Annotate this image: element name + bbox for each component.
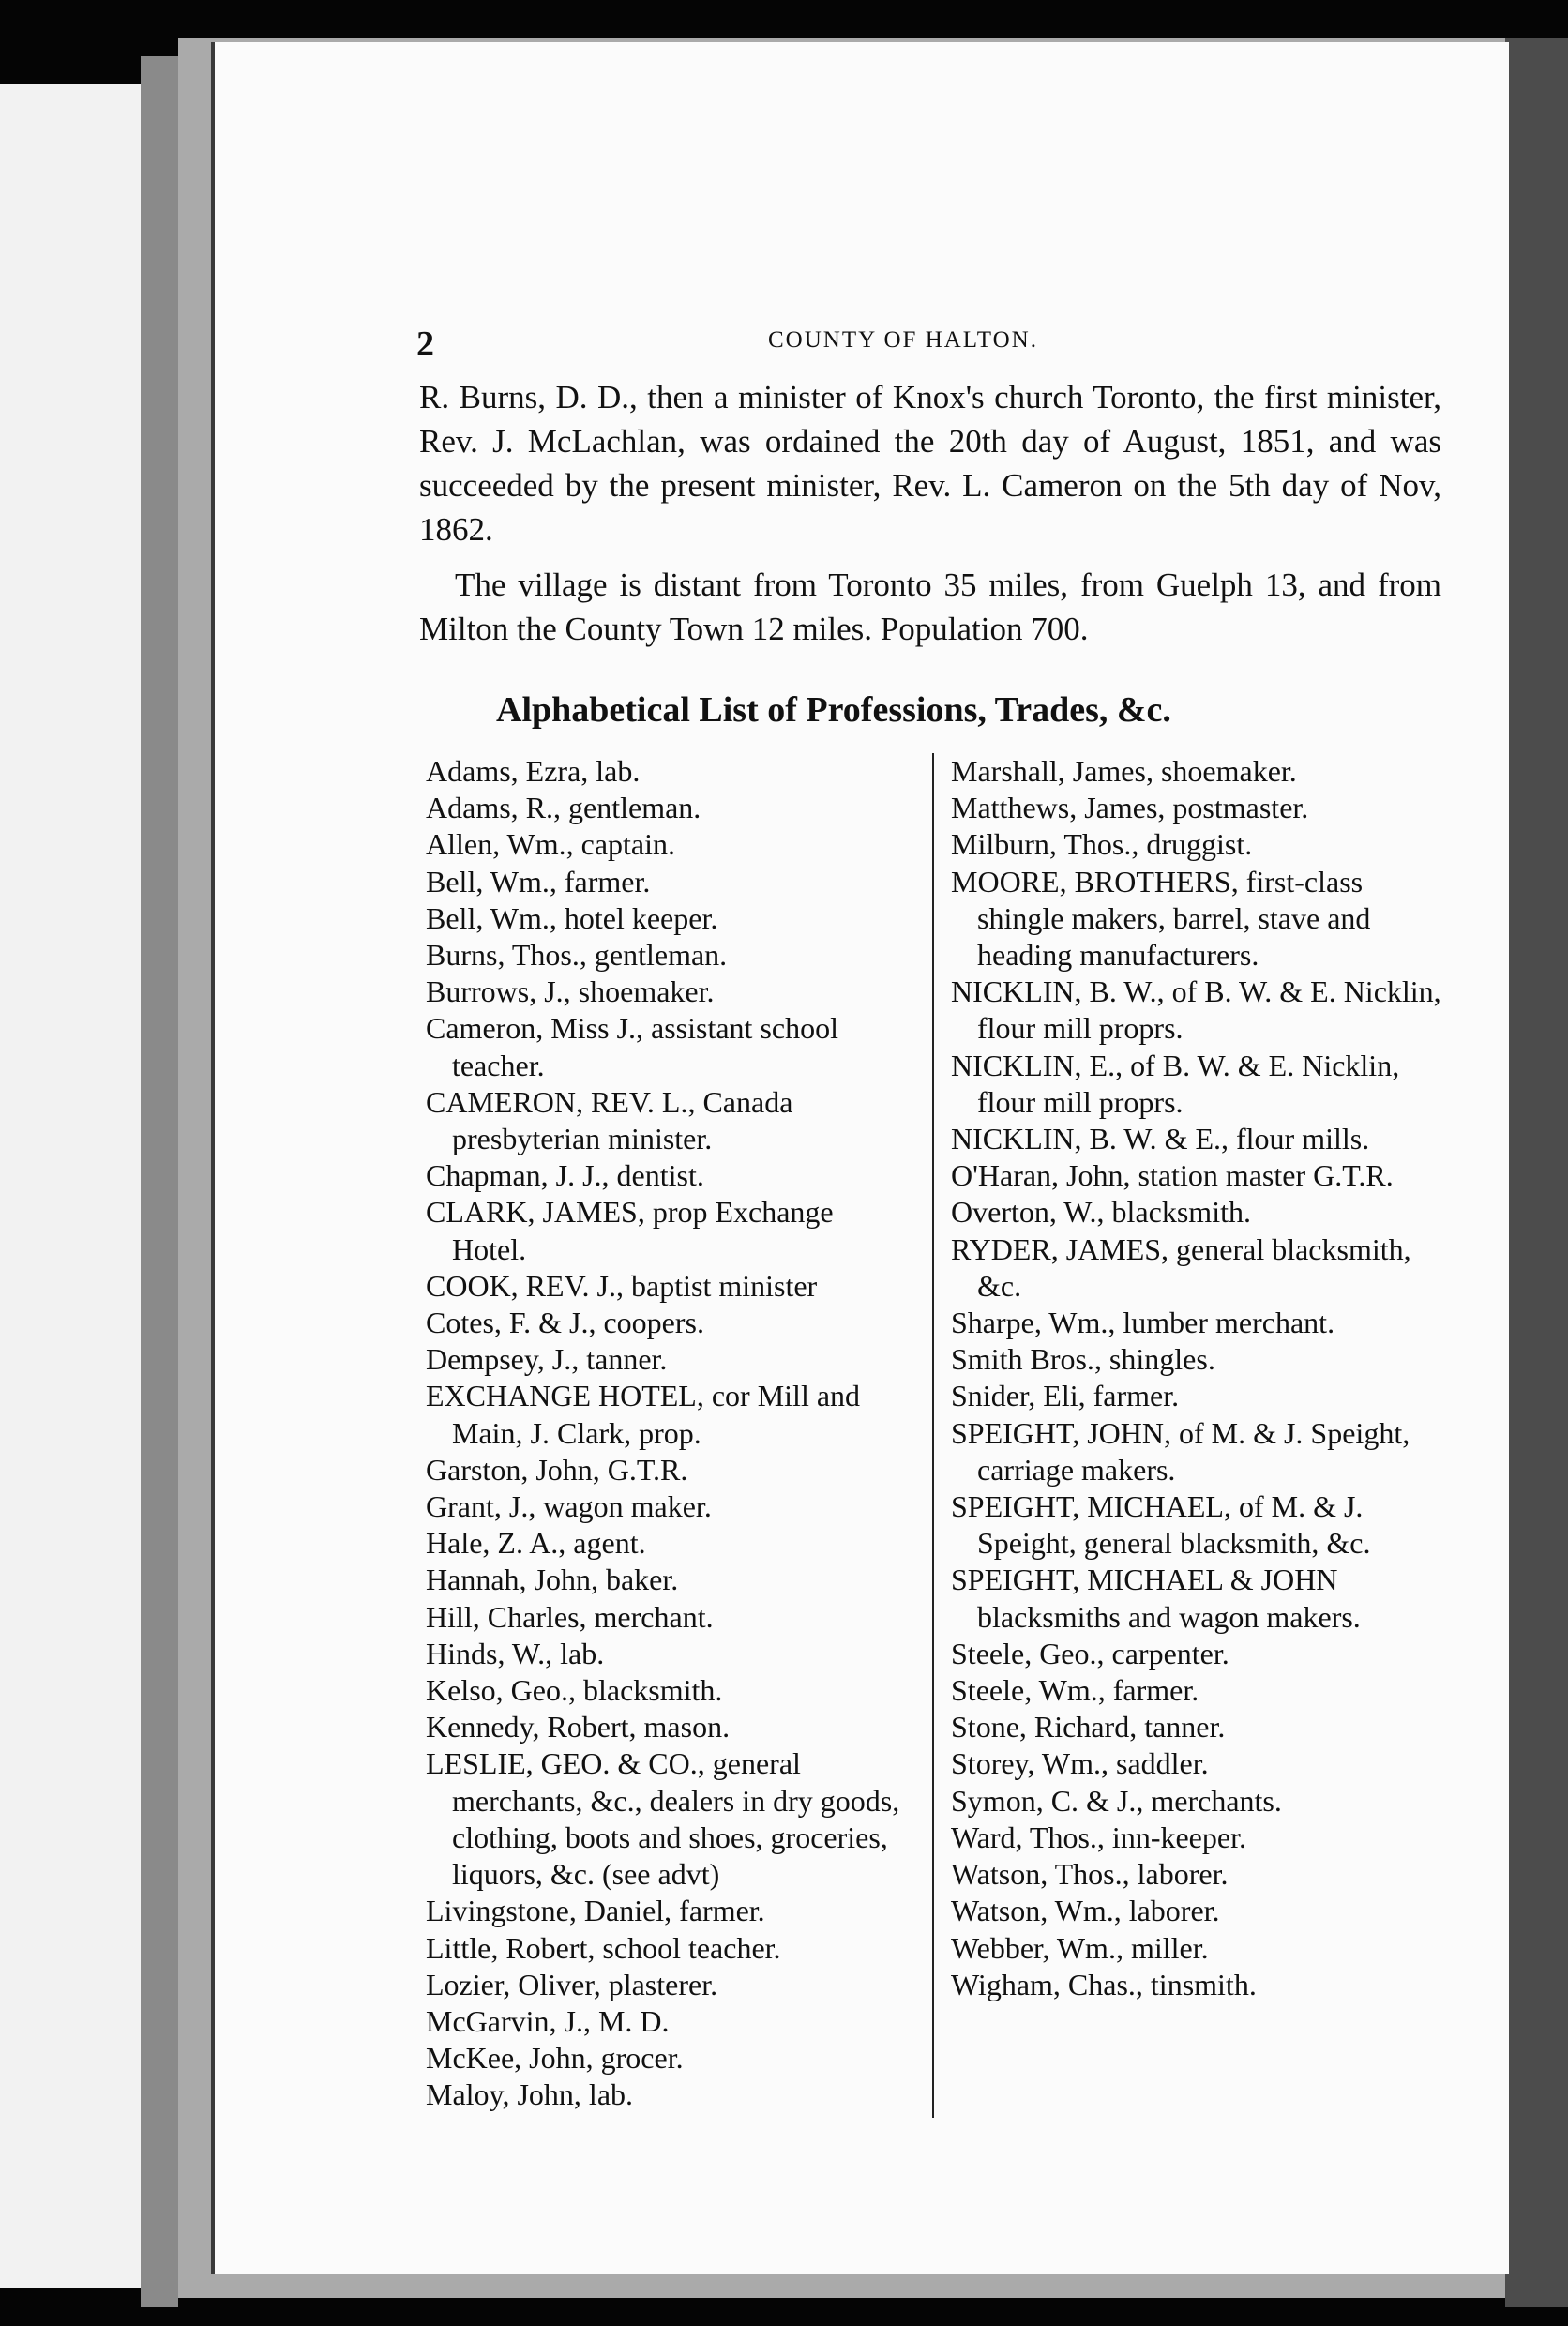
directory-entry: Stone, Richard, tanner.	[951, 1710, 1226, 1744]
directory-entry: Symon, C. & J., merchants.	[951, 1783, 1282, 1818]
directory-entry: NICKLIN, B. W., of B. W. & E. Nicklin, flour mill proprs.	[951, 974, 1441, 1046]
directory-entry: LESLIE, GEO. & CO., general merchants, &c., dealers in dry goods, clothing, boots and shoes, groceries, liquors, &c. (see advt)	[426, 1746, 900, 1892]
directory-entry: Adams, R., gentleman.	[426, 791, 701, 825]
directory-entry: Kelso, Geo., blacksmith.	[426, 1673, 723, 1708]
directory-entry: Hill, Charles, merchant.	[426, 1599, 714, 1634]
directory-entry: CAMERON, REV. L., Canada presbyterian minister.	[426, 1084, 793, 1156]
directory-entry: Kennedy, Robert, mason.	[426, 1710, 731, 1744]
directory-entry: Little, Robert, school teacher.	[426, 1930, 781, 1965]
directory-entry: Allen, Wm., captain.	[426, 827, 675, 862]
directory-entry: Maloy, John, lab.	[426, 2077, 634, 2112]
section-title: Alphabetical List of Professions, Trades, &c.	[496, 690, 1171, 730]
directory-entry: Bell, Wm., hotel keeper.	[426, 900, 718, 935]
book-page	[211, 42, 1509, 2274]
page-header	[215, 324, 1509, 370]
intro-paragraph: R. Burns, D. D., then a minister of Knox's church Toronto, the first minister, Rev. J. McLachlan, was ordained the 20th day of August, 1851, and was succeeded by the present minister, Rev. L. Cameron on the 5th day of Nov, 1862.	[419, 379, 1441, 548]
page-number: 2	[416, 325, 434, 364]
directory-entry: CLARK, JAMES, prop Exchange Hotel.	[426, 1195, 834, 1266]
directory-entry: NICKLIN, B. W. & E., flour mills.	[951, 1122, 1370, 1156]
directory-entry: Bell, Wm., farmer.	[426, 864, 651, 899]
directory-entry: O'Haran, John, station master G.T.R.	[951, 1158, 1394, 1193]
directory-entry: Steele, Geo., carpenter.	[951, 1636, 1229, 1670]
directory-entry: COOK, REV. J., baptist minister	[426, 1268, 818, 1303]
directory-entry: Watson, Thos., laborer.	[951, 1857, 1229, 1892]
directory-entry: Smith Bros., shingles.	[951, 1342, 1215, 1377]
intro-text	[419, 375, 1441, 662]
scan-left-margin	[0, 84, 164, 2288]
directory-entry: McGarvin, J., M. D.	[426, 2003, 670, 2038]
directory-entry: Grant, J., wagon maker.	[426, 1489, 712, 1524]
directory-entry: Marshall, James, shoemaker.	[951, 754, 1297, 788]
directory-entry: SPEIGHT, JOHN, of M. & J. Speight, carriage makers.	[951, 1415, 1410, 1487]
directory-entry: Matthews, James, postmaster.	[951, 791, 1309, 825]
directory-entry: Hale, Z. A., agent.	[426, 1526, 646, 1561]
directory-entry: Cameron, Miss J., assistant school teacher.	[426, 1011, 838, 1082]
directory-entry: MOORE, BROTHERS, first-class shingle makers, barrel, stave and heading manufacturers.	[951, 864, 1371, 973]
directory-entry: Cotes, F. & J., coopers.	[426, 1306, 704, 1340]
directory-entry: Chapman, J. J., dentist.	[426, 1158, 704, 1193]
directory-column-right	[951, 753, 1448, 2003]
directory-entry: Ward, Thos., inn-keeper.	[951, 1820, 1246, 1854]
directory-entry: SPEIGHT, MICHAEL, of M. & J. Speight, general blacksmith, &c.	[951, 1489, 1371, 1561]
directory-entry: RYDER, JAMES, general blacksmith, &c.	[951, 1231, 1411, 1303]
directory-entry: Garston, John, G.T.R.	[426, 1452, 688, 1487]
directory-entry: McKee, John, grocer.	[426, 2041, 684, 2076]
directory-entry: EXCHANGE HOTEL, cor Mill and Main, J. Clark, prop.	[426, 1379, 861, 1450]
directory-entry: Sharpe, Wm., lumber merchant.	[951, 1306, 1335, 1340]
directory-entry: Burrows, J., shoemaker.	[426, 974, 715, 1009]
column-divider	[932, 753, 934, 2118]
directory-entry: Webber, Wm., miller.	[951, 1930, 1209, 1965]
book-spine	[141, 56, 178, 2307]
directory-entry: Adams, Ezra, lab.	[426, 754, 641, 788]
directory-entry: Burns, Thos., gentleman.	[426, 938, 728, 973]
directory-entry: NICKLIN, E., of B. W. & E. Nicklin, flour mill proprs.	[951, 1048, 1400, 1119]
directory-entry: Milburn, Thos., druggist.	[951, 827, 1253, 862]
directory-entry: SPEIGHT, MICHAEL & JOHN blacksmiths and wagon makers.	[951, 1563, 1361, 1634]
directory-entry: Wigham, Chas., tinsmith.	[951, 1967, 1257, 2001]
scan-right-margin	[1505, 38, 1568, 2307]
directory-entry: Overton, W., blacksmith.	[951, 1195, 1251, 1230]
directory-entry: Lozier, Oliver, plasterer.	[426, 1967, 718, 2001]
directory-entry: Steele, Wm., farmer.	[951, 1673, 1199, 1708]
directory-entry: Dempsey, J., tanner.	[426, 1342, 668, 1377]
intro-paragraph: The village is distant from Toronto 35 miles, from Guelph 13, and from Milton the County Town 12 miles. Population 700.	[419, 566, 1441, 647]
directory-entry: Livingstone, Daniel, farmer.	[426, 1894, 765, 1928]
directory-entry: Hinds, W., lab.	[426, 1636, 605, 1670]
directory-entry: Snider, Eli, farmer.	[951, 1379, 1180, 1413]
directory-entry: Hannah, John, baker.	[426, 1563, 679, 1597]
directory-entry: Storey, Wm., saddler.	[951, 1746, 1209, 1781]
directory-column-left	[426, 753, 904, 2114]
running-head: COUNTY OF HALTON.	[768, 327, 1038, 353]
directory-entry: Watson, Wm., laborer.	[951, 1894, 1220, 1928]
